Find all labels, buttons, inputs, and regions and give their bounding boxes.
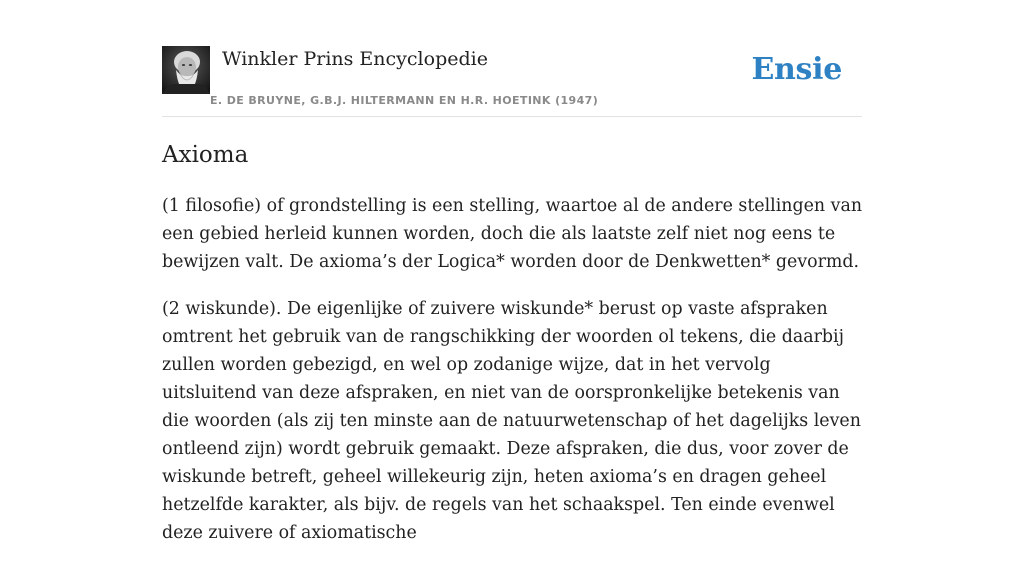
brand-logo[interactable]: Ensie [751,52,842,87]
article-body [162,192,867,566]
page [162,0,863,543]
site-title[interactable]: Winkler Prins Encyclopedie [222,48,488,70]
article-paragraph: (1 filosofie) of grondstelling is een stelling, waartoe al de andere stellingen van een gebied herleid kunnen worden, doch die als laatste zelf niet nog eens te bewijzen valt. De axioma’s der Logica* worden door de Denkwetten* gevormd. [162,196,863,272]
authors-credit: E. DE BRUYNE, G.B.J. HILTERMANN EN H.R. HOETINK (1947) [210,94,599,107]
author-portrait-icon [162,46,210,94]
header [162,46,862,117]
article-paragraph: (2 wiskunde). De eigenlijke of zuivere wiskunde* berust op vaste afspraken omtrent het gebruik van de rangschikking der woorden ol tekens, die daarbij zullen worden gebezigd, en wel op zodanige wijze, dat in het vervolg uitsluitend van deze afspraken, en niet van de oorspronkelijke betekenis van die woorden (als zij ten minste aan de natuurwetenschap of het dagelijks leven ontleend zijn) wordt gebruik gemaakt. Deze afspraken, die dus, voor zover de wiskunde betreft, geheel willekeurig zijn, heten axioma’s en dragen geheel hetzelfde karakter, als bijv. de regels van het schaakspel. Ten einde evenwel deze zuivere of axiomatische [162,299,861,543]
article-title: Axioma [162,142,249,168]
